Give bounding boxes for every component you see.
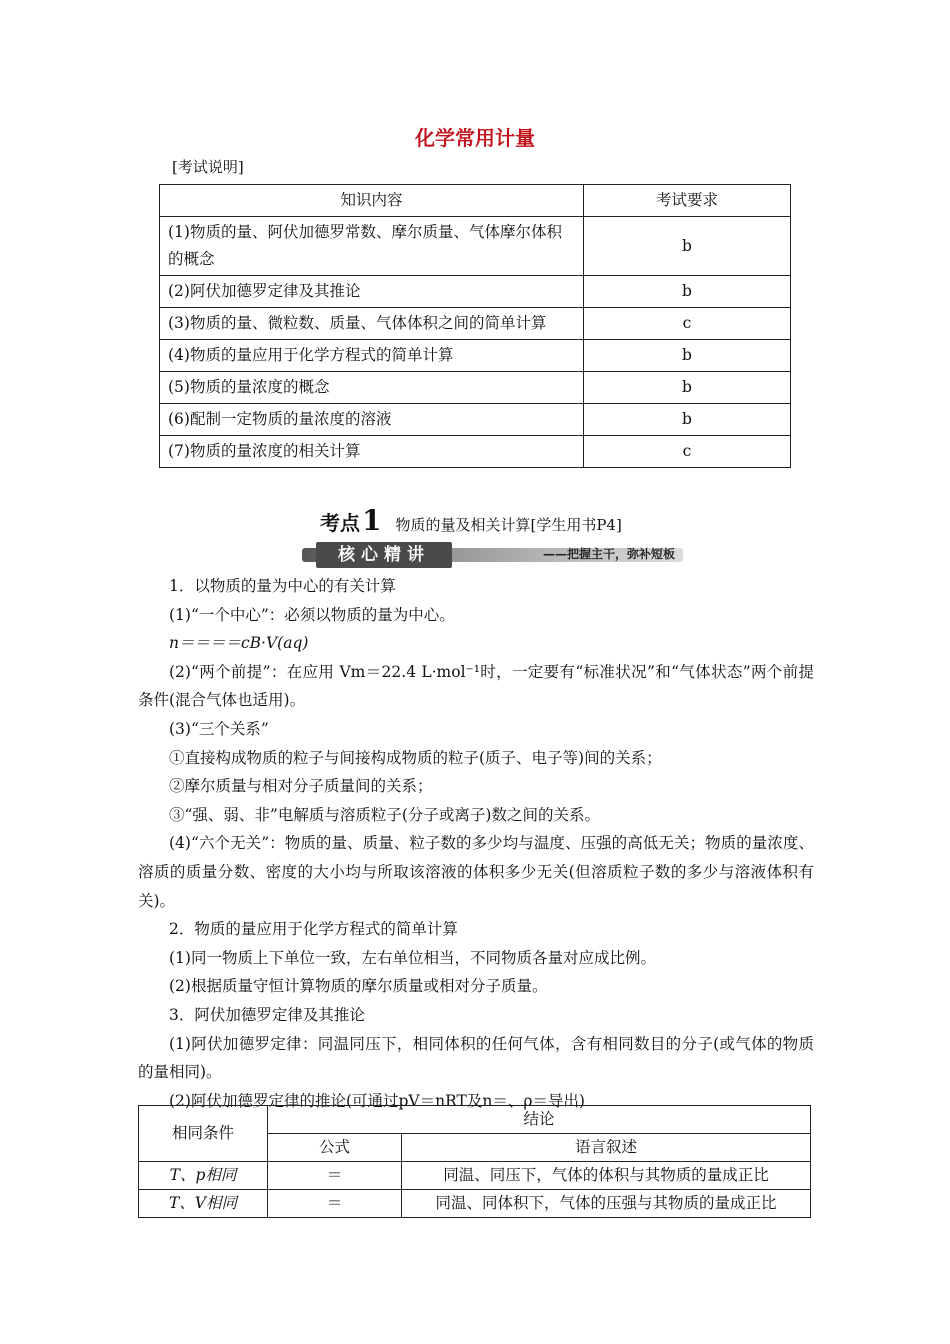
paragraph: 3．阿伏加德罗定律及其推论 [169, 1005, 365, 1024]
row-content: (6)配制一定物质的量浓度的溶液 [160, 404, 584, 436]
row-formula: ＝ [268, 1162, 402, 1190]
paragraph: (2)根据质量守恒计算物质的摩尔质量或相对分子质量。 [169, 977, 548, 996]
row-level: b [584, 372, 791, 404]
header-conclusion: 结论 [268, 1106, 811, 1134]
row-content: (4)物质的量应用于化学方程式的简单计算 [160, 340, 584, 372]
table-header-row [160, 185, 791, 217]
table-row [160, 308, 791, 340]
table-row [139, 1162, 811, 1190]
paragraph: (1)同一物质上下单位一致，左右单位相当，不同物质各量对应成比例。 [169, 948, 656, 967]
row-content: (2)阿伏加德罗定律及其推论 [160, 276, 584, 308]
table-row [160, 217, 791, 276]
row-content: (5)物质的量浓度的概念 [160, 372, 584, 404]
row-level: b [584, 217, 791, 276]
row-condition: T、p相同 [139, 1162, 268, 1190]
banner-label: 核心精讲 [316, 542, 452, 568]
row-level: b [584, 276, 791, 308]
header-knowledge: 知识内容 [160, 185, 584, 217]
row-content: (1)物质的量、阿伏加德罗常数、摩尔质量、气体摩尔体积的概念 [160, 217, 584, 276]
table-row [160, 340, 791, 372]
header-condition: 相同条件 [139, 1106, 268, 1162]
page-title: 化学常用计量 [415, 126, 535, 150]
section-label: 考点 [320, 511, 360, 535]
paragraph: ③“强、弱、非”电解质与溶质粒子(分子或离子)数之间的关系。 [169, 805, 600, 824]
table-row [160, 276, 791, 308]
paragraph: ②摩尔质量与相对分子质量间的关系； [169, 777, 433, 796]
paragraph: (3)“三个关系” [169, 719, 269, 738]
section-heading [320, 504, 622, 537]
row-level: b [584, 404, 791, 436]
table-row [160, 372, 791, 404]
paragraph: (2)“两个前提”：在应用 Vm＝22.4 L·mol⁻¹时，一定要有“标准状况”和“气体状态”两个前提条件(混合气体也适用)。 [138, 662, 814, 710]
row-statement: 同温、同压下，气体的体积与其物质的量成正比 [402, 1162, 811, 1190]
paragraph: (2)阿伏加德罗定律的推论(可通过pV＝nRT及n＝、ρ＝导出) [169, 1091, 585, 1110]
paragraph: (4)“六个无关”：物质的量、质量、粒子数的多少均与温度、压强的高低无关；物质的量浓度、溶质的质量分数、密度的大小均与所取该溶液的体积多少无关(但溶质粒子数的多少与溶液体积有关)。 [138, 834, 814, 910]
table-row [160, 436, 791, 468]
row-level: b [584, 340, 791, 372]
banner-slogan: ——把握主干，弥补短板 [542, 547, 675, 561]
paragraph: 1．以物质的量为中心的有关计算 [169, 577, 396, 595]
row-condition: T、V相同 [139, 1190, 268, 1218]
row-content: (3)物质的量、微粒数、质量、气体体积之间的简单计算 [160, 308, 584, 340]
table-row [139, 1190, 811, 1218]
paragraph: (1)阿伏加德罗定律：同温同压下，相同体积的任何气体，含有相同数目的分子(或气体的物质的量相同)。 [138, 1034, 814, 1082]
header-requirement: 考试要求 [584, 185, 791, 217]
row-formula: ＝ [268, 1190, 402, 1218]
paragraph: ①直接构成物质的粒子与间接构成物质的粒子(质子、电子等)间的关系； [169, 748, 662, 767]
header-statement: 语言叙述 [402, 1134, 811, 1162]
row-content: (7)物质的量浓度的相关计算 [160, 436, 584, 468]
paragraph: (1)“一个中心”：必须以物质的量为中心。 [169, 605, 455, 624]
formula-line: n＝＝＝＝cB·V(aq) [169, 634, 309, 653]
exam-description-label: [考试说明] [172, 158, 244, 176]
content-body [138, 572, 814, 1115]
section-number: 1 [362, 504, 382, 537]
header-formula: 公式 [268, 1134, 402, 1162]
table-row [160, 404, 791, 436]
requirements-table [159, 184, 791, 468]
avogadro-conclusion-table [138, 1105, 811, 1218]
section-title: 物质的量及相关计算[学生用书P4] [395, 516, 622, 534]
row-level: c [584, 308, 791, 340]
table-header-row [139, 1106, 811, 1134]
row-level: c [584, 436, 791, 468]
row-statement: 同温、同体积下，气体的压强与其物质的量成正比 [402, 1190, 811, 1218]
core-banner [302, 542, 683, 568]
paragraph: 2．物质的量应用于化学方程式的简单计算 [169, 920, 458, 939]
